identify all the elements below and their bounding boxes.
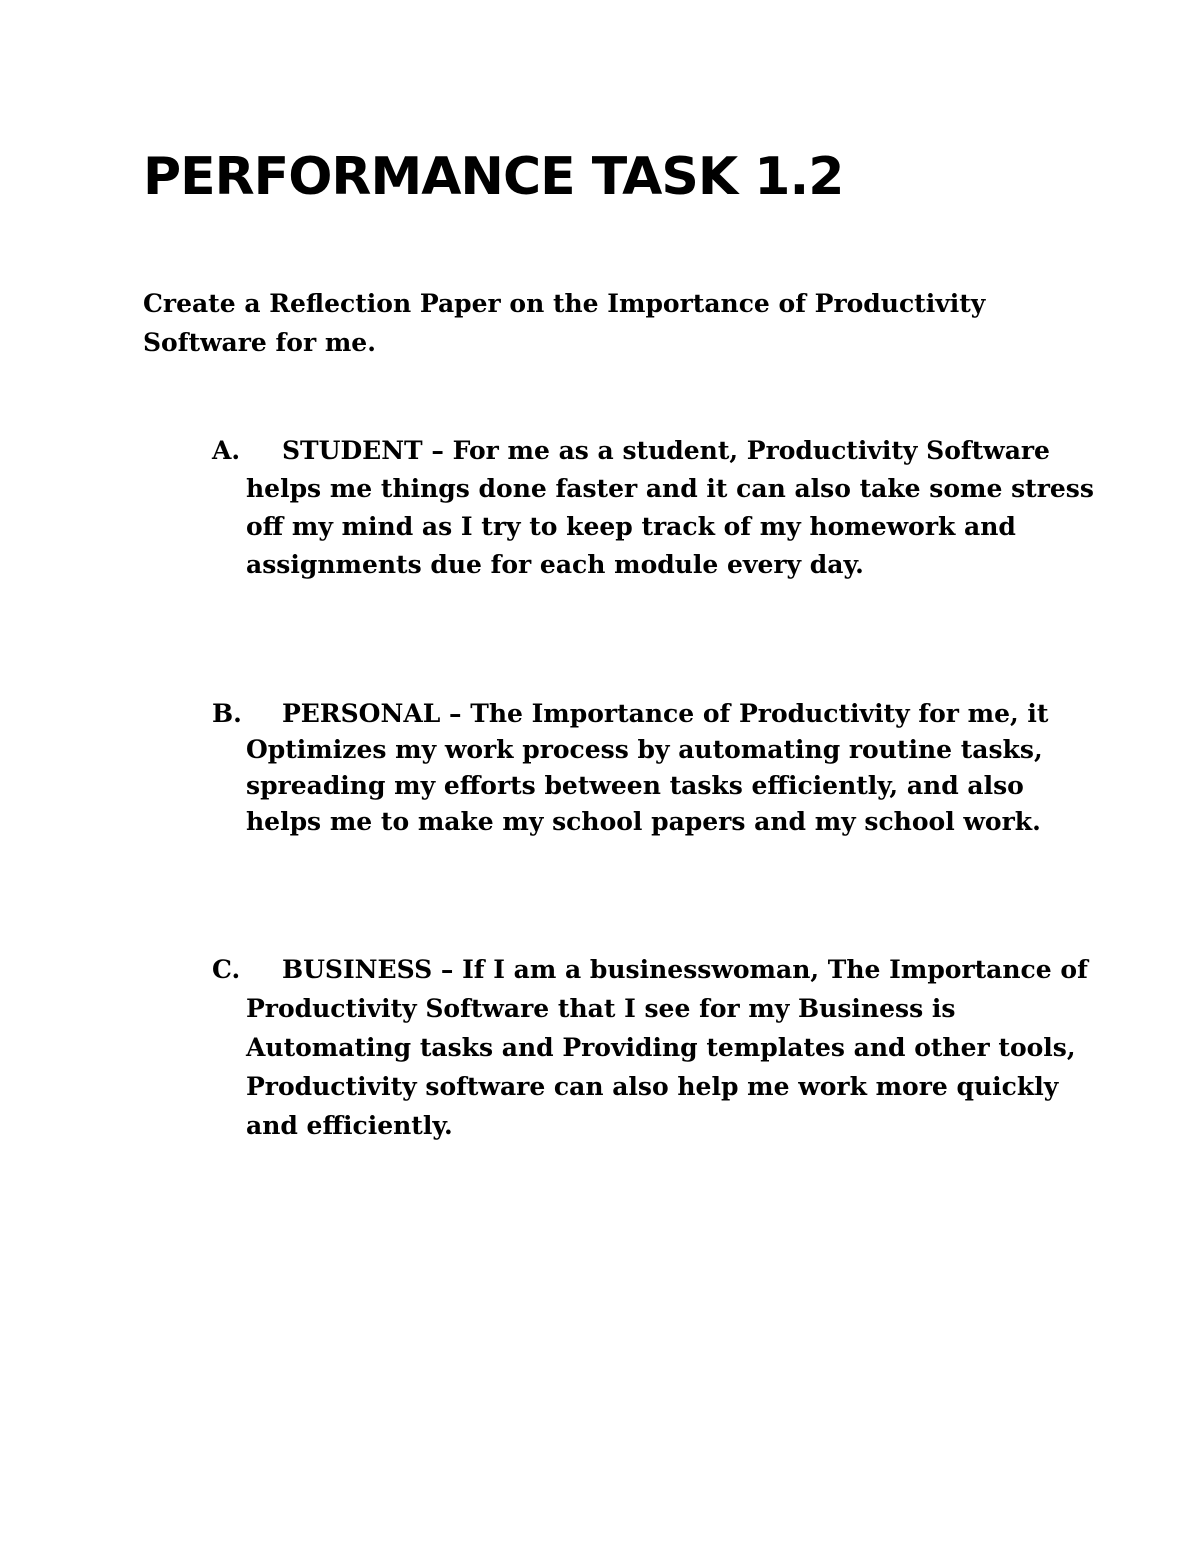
heading-separator: – [440,699,471,728]
intro-paragraph: Create a Reflection Paper on the Importance of Productivity Software for me. [143,289,986,357]
list-marker: A. [212,436,241,465]
list-marker: C. [212,955,241,984]
list-item-text: The Importance of Productivity for me, it Optimizes my work process by automating routine tasks, spreading my efforts between tasks efficiently, and also helps me to make my school papers and my school work. [246,699,1049,836]
list-item-student [212,432,1106,584]
document-title: PERFORMANCE TASK 1.2 [143,147,844,207]
list-item-heading: PERSONAL [282,699,441,728]
list-item-personal [212,696,1106,840]
heading-separator: – [432,955,463,984]
heading-separator: – [422,436,453,465]
list-marker: B. [212,699,242,728]
list-item-text: If I am a businesswoman, The Importance of Productivity Software that I see for my Business is Automating tasks and Providing templates and other tools, Productivity software can also help me work more quickly and efficiently. [246,955,1088,1140]
list-item-text: For me as a student, Productivity Software helps me things done faster and it can also take some stress off my mind as I try to keep track of my homework and assignments due for each module every day. [246,436,1094,579]
list-item-heading: STUDENT [282,436,423,465]
list-item-heading: BUSINESS [282,955,433,984]
list-item-business [212,950,1106,1145]
